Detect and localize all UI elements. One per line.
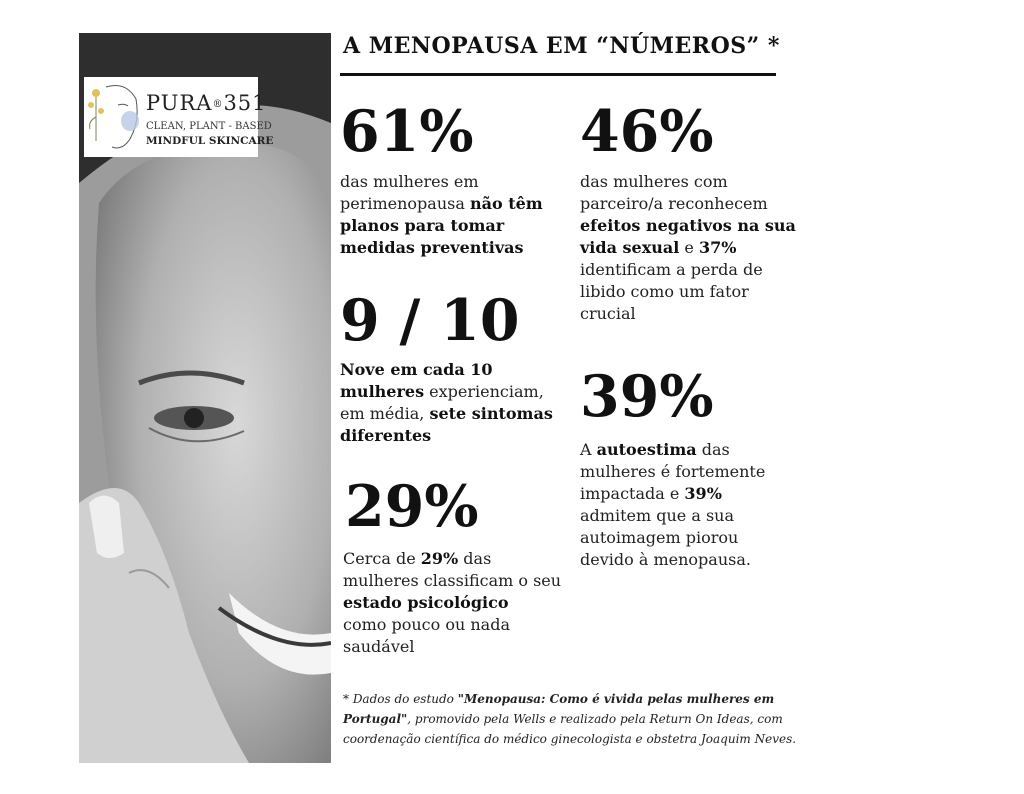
title-divider	[340, 73, 776, 76]
stat-9-of-10-description: Nove em cada 10 mulheres experienciam, em média, sete sintomas diferentes	[340, 360, 553, 445]
stat-9-of-10-value: 9 / 10	[340, 287, 520, 354]
stat-61-value: 61%	[340, 98, 474, 165]
face-line-art-icon	[86, 81, 144, 153]
stat-29-value: 29%	[345, 473, 479, 540]
stat-39-value: 39%	[580, 363, 714, 430]
footnote: * Dados do estudo "Menopausa: Como é vivida pelas mulheres em Portugal", promovido pela Wells e realizado pela Return On Ideas, com coordenação científica do médico ginecologista e obstetra Joaquim Neves.	[343, 692, 797, 746]
brand-name: PURA®351	[146, 91, 267, 115]
registered-mark: ®	[212, 99, 224, 110]
stat-46-value: 46%	[580, 98, 714, 165]
page-title: A MENOPAUSA EM “NÚMEROS” *	[343, 33, 780, 59]
stat-61-description: das mulheres em perimenopausa não têm planos para tomar medidas preventivas	[340, 172, 543, 257]
stat-46-description: das mulheres com parceiro/a reconhecem efeitos negativos na sua vida sexual e 37% identificam a perda de libido como um fator crucial	[580, 172, 796, 323]
stat-39-description: A autoestima das mulheres é fortemente impactada e 39% admitem que a sua autoimagem piorou devido à menopausa.	[580, 440, 766, 569]
brand-tagline-2: MINDFUL SKINCARE	[146, 135, 274, 147]
stat-29-description: Cerca de 29% das mulheres classificam o seu estado psicológico como pouco ou nada saudável	[343, 549, 562, 656]
brand-logo	[84, 77, 274, 157]
brand-tagline-1: CLEAN, PLANT - BASED	[146, 121, 272, 132]
